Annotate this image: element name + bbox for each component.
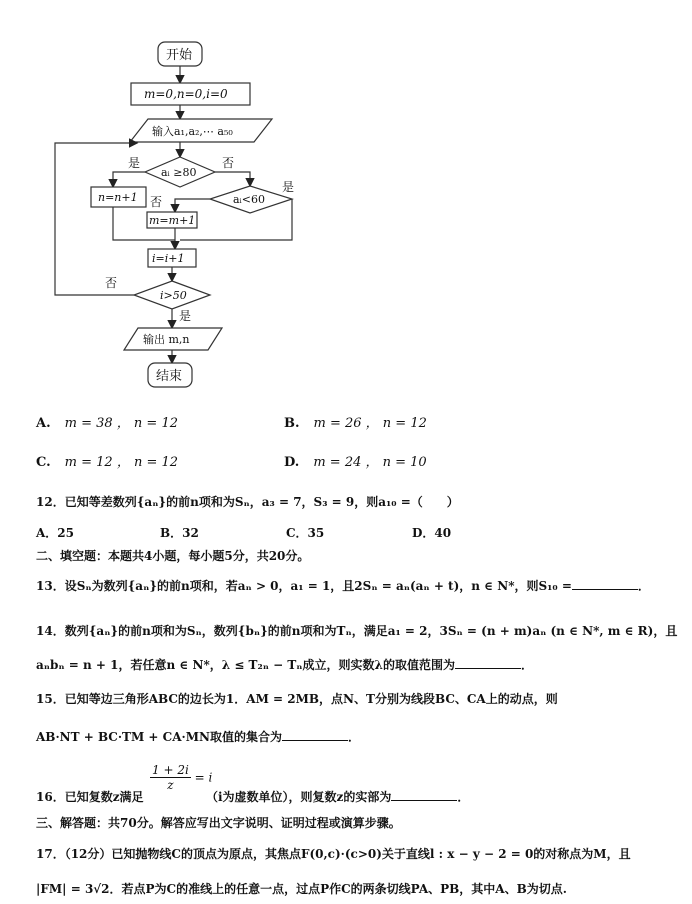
q11-option-b: [284, 412, 427, 431]
section-3-heading: 三、解答题：共70分。解答应写出文字说明、证明过程或演算步骤。: [36, 816, 401, 830]
answer-blank[interactable]: [391, 788, 457, 801]
q11-option-c: [36, 451, 178, 470]
q12-option-a: A．25: [36, 526, 75, 540]
q16-prefix: 16．已知复数z满足: [36, 790, 144, 804]
cond2-label: aᵢ<60: [233, 193, 265, 206]
q16-fraction: [150, 763, 212, 792]
q17-line2: |FM| = 3√2．若点P为C的准线上的任意一点，过点P作C的两条切线PA、PB，其中A、B为切点.: [36, 882, 567, 896]
q14-line1: 14．数列{aₙ}的前n项和为Sₙ，数列{bₙ}的前n项和为Tₙ，满足a₁ = 2，3Sₙ = (n + m)aₙ (n ∈ N*, m ∈ R)，且: [36, 624, 678, 638]
q12-text: 12．已知等差数列{aₙ}的前n项和为Sₙ，a₃ = 7，S₃ = 9，则a₁₀ =（ ）: [36, 495, 459, 509]
q15-line2-text: AB·NT + BC·TM + CA·MN取值的集合为: [36, 730, 282, 744]
cond2-yes-label: 是: [282, 180, 295, 194]
input-label: 输入a₁,a₂,⋯ a₅₀: [152, 125, 233, 138]
cond2-no-label: 否: [150, 195, 163, 209]
option-text: m = 24 ， n = 10: [313, 455, 427, 470]
q12-option-d: D．40: [412, 526, 452, 540]
option-letter: D.: [284, 455, 300, 470]
q11-option-d: [284, 451, 427, 470]
output-label: 输出 m,n: [143, 333, 190, 346]
fraction-numerator: 1 + 2i: [152, 763, 189, 777]
q13: 13．设Sₙ为数列{aₙ}的前n项和，若aₙ > 0，a₁ = 1，且2Sₙ = aₙ(aₙ + t)，n ∈ N*，则S₁₀ = ．: [36, 579, 650, 593]
q12-option-b: B．32: [160, 526, 199, 540]
cond3-yes-label: 是: [179, 309, 192, 323]
answer-blank[interactable]: [282, 728, 348, 741]
q13-text: 13．设Sₙ为数列{aₙ}的前n项和，若aₙ > 0，a₁ = 1，且2Sₙ = aₙ(aₙ + t)，n ∈ N*，则S₁₀ =: [36, 579, 572, 593]
fraction-denominator: z: [167, 778, 174, 792]
q16-rest-text: （i为虚数单位），则复数z的实部为: [206, 790, 392, 804]
q12-option-c: C．35: [286, 526, 325, 540]
cond1-label: aᵢ ≥80: [161, 166, 197, 179]
answer-blank[interactable]: [572, 577, 638, 590]
option-text: m = 26 ， n = 12: [313, 416, 427, 431]
q15-line2: AB·NT + BC·TM + CA·MN取值的集合为 ．: [36, 730, 360, 744]
option-letter: A.: [36, 416, 51, 431]
end-label: 结束: [156, 369, 183, 384]
q11-option-a: [36, 412, 178, 431]
start-label: 开始: [166, 48, 193, 63]
q14-line2: aₙbₙ = n + 1，若任意n ∈ N*，λ ≤ T₂ₙ − Tₙ成立，则实数λ的取值范围为 ．: [36, 658, 533, 672]
option-letter: B.: [284, 416, 300, 431]
n-inc-label: n=n+1: [98, 191, 138, 204]
cond1-yes-label: 是: [128, 156, 141, 170]
q16-rest: （i为虚数单位），则复数z的实部为 ．: [206, 790, 470, 804]
cond3-no-label: 否: [105, 276, 118, 290]
answer-blank[interactable]: [455, 656, 521, 669]
flowchart: [0, 0, 692, 400]
fraction-rhs: = i: [194, 770, 213, 785]
m-inc-label: m=m+1: [149, 214, 196, 227]
section-2-heading: 二、填空题：本题共4小题，每小题5分，共20分。: [36, 549, 310, 563]
cond3-label: i>50: [160, 289, 187, 302]
cond1-no-label: 否: [222, 156, 235, 170]
i-inc-label: i=i+1: [152, 252, 185, 265]
q17-line1: 17．（12分）已知抛物线C的顶点为原点，其焦点F(0,c)·(c>0)关于直线l : x − y − 2 = 0的对称点为M，且: [36, 847, 631, 861]
option-text: m = 38 ， n = 12: [64, 416, 178, 431]
option-letter: C.: [36, 455, 51, 470]
init-label: m=0,n=0,i=0: [144, 87, 228, 101]
option-text: m = 12 ， n = 12: [64, 455, 179, 470]
q15-line1: 15．已知等边三角形ABC的边长为1．AM = 2MB，点N、T分别为线段BC、CA上的动点，则: [36, 692, 558, 706]
q14-line2-text: aₙbₙ = n + 1，若任意n ∈ N*，λ ≤ T₂ₙ − Tₙ成立，则实数λ的取值范围为: [36, 658, 455, 672]
